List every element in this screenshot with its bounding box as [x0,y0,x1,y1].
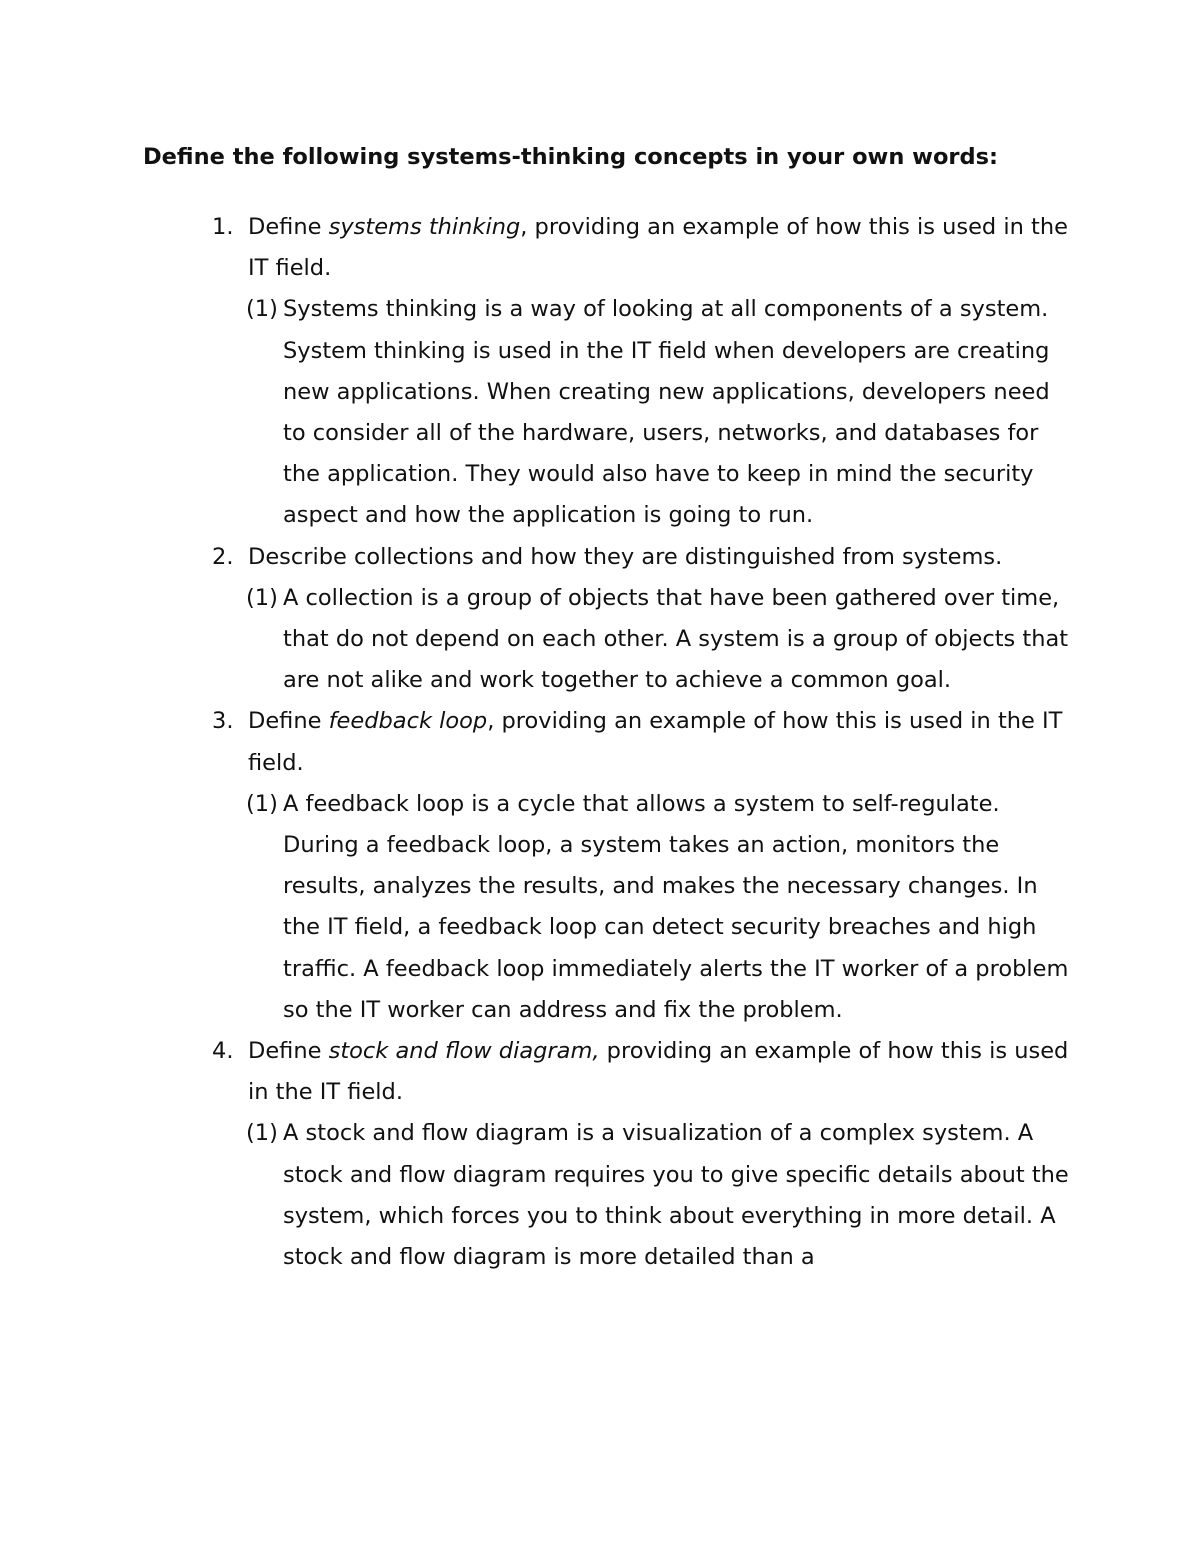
question-term: feedback loop [328,708,488,735]
answer-number: (1) [246,296,278,323]
answer-text: A stock and flow diagram is a visualization of a complex system. A stock and flow diagram requires you to give specific details about the system, which forces you to think about everything in more detail. A stock and flow diagram is more detailed than a [283,1120,1069,1271]
question-term: stock and flow diagram, [328,1038,600,1065]
question-item [212,207,1072,289]
question-number: 3. [212,708,234,735]
answer-item [212,784,1072,1031]
answer-number: (1) [246,790,278,817]
question-suffix: , providing an example of how this is used in the IT field. [248,708,1063,776]
question-number: 2. [212,543,234,570]
question-text: Describe collections and how they are distinguished from systems. [248,543,1003,570]
answer-text: A feedback loop is a cycle that allows a system to self-regulate. During a feedback loop, a system takes an action, monitors the results, analyzes the results, and makes the necessary changes. In the IT field, a feedback loop can detect security breaches and high traffic. A feedback loop immediately alerts the IT worker of a problem so the IT worker can address and fix the problem. [283,790,1069,1023]
answer-number: (1) [246,1120,278,1147]
page-heading: Define the following systems-thinking concepts in your own words: [143,144,999,170]
question-item [212,701,1072,783]
answer-item [212,578,1072,702]
answer-text: Systems thinking is a way of looking at all components of a system. System thinking is used in the IT field when developers are creating new applications. When creating new applications, developers need to consider all of the hardware, users, networks, and databases for the application. They would also have to keep in mind the security aspect and how the application is going to run. [283,296,1050,529]
question-prefix: Define [248,214,329,240]
answer-text: A collection is a group of objects that have been gathered over time, that do not depend on each other. A system is a group of objects that are not alike and work together to achieve a common goal. [283,584,1069,694]
question-item [212,1031,1072,1113]
question-item [212,537,1072,578]
question-term: systems thinking [328,214,521,240]
question-suffix: , providing an example of how this is used in the IT field. [248,214,1068,282]
question-number: 1. [212,214,234,240]
answer-item [212,289,1072,536]
question-list [212,207,1072,1278]
answer-number: (1) [246,584,278,611]
question-prefix: Define [248,708,329,735]
question-number: 4. [212,1038,234,1065]
question-suffix: providing an example of how this is used in the IT field. [248,1038,1069,1106]
answer-item [212,1113,1072,1278]
question-prefix: Define [248,1038,329,1065]
